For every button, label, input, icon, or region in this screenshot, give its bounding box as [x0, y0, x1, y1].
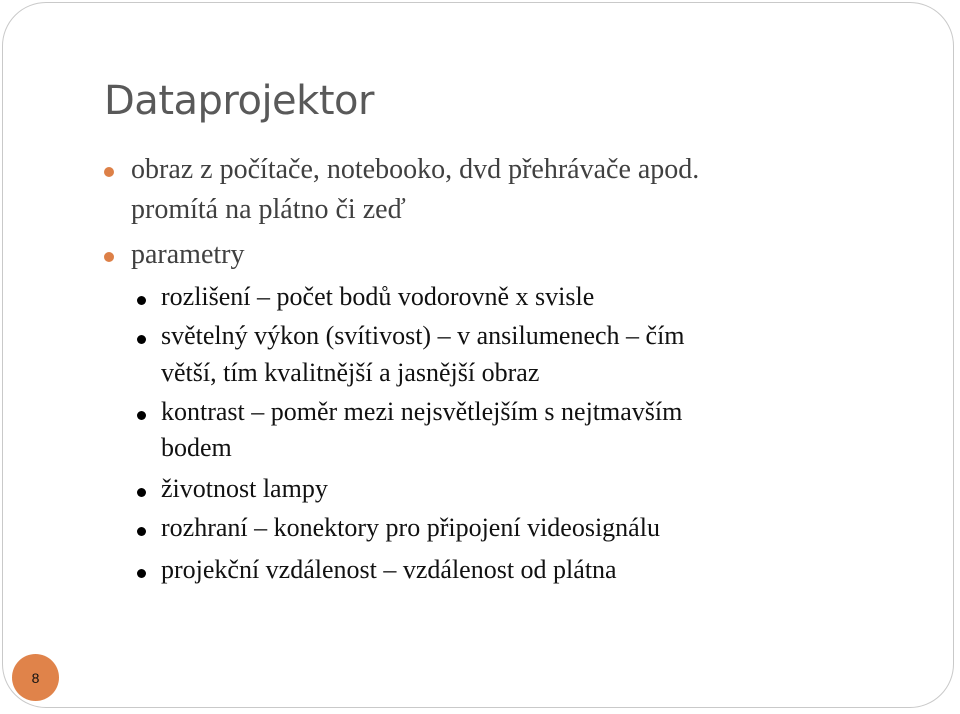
- bullet-dot-icon: [137, 527, 146, 536]
- bullet-text: obraz z počítače, notebooko, dvd přehrávače apod.: [131, 154, 700, 185]
- bullet-text: světelný výkon (svítivost) – v ansilumenech – čím: [161, 321, 685, 350]
- bullet-text: životnost lampy: [161, 474, 328, 503]
- bullet-text: bodem: [161, 433, 232, 462]
- bullet-dot-icon: [137, 411, 146, 420]
- bullet-dot-icon: [104, 167, 114, 177]
- bullet-text: promítá na plátno či zeď: [131, 194, 406, 225]
- bullet-dot-icon: [137, 335, 146, 344]
- bullet-dot-icon: [137, 569, 146, 578]
- slide-number-badge: 8: [12, 654, 59, 701]
- bullet-text: kontrast – poměr mezi nejsvětlejším s nejtmavším: [161, 397, 683, 426]
- bullet-text: projekční vzdálenost – vzdálenost od plátna: [161, 555, 617, 584]
- bullet-text: větší, tím kvalitnější a jasnější obraz: [161, 358, 540, 387]
- slide-title: Dataprojektor: [104, 78, 374, 124]
- bullet-dot-icon: [104, 252, 114, 262]
- bullet-dot-icon: [137, 488, 146, 497]
- bullet-dot-icon: [137, 296, 146, 305]
- bullet-text: parametry: [131, 239, 245, 270]
- bullet-text: rozhraní – konektory pro připojení videosignálu: [161, 513, 660, 542]
- bullet-text: rozlišení – počet bodů vodorovně x svisle: [161, 282, 595, 311]
